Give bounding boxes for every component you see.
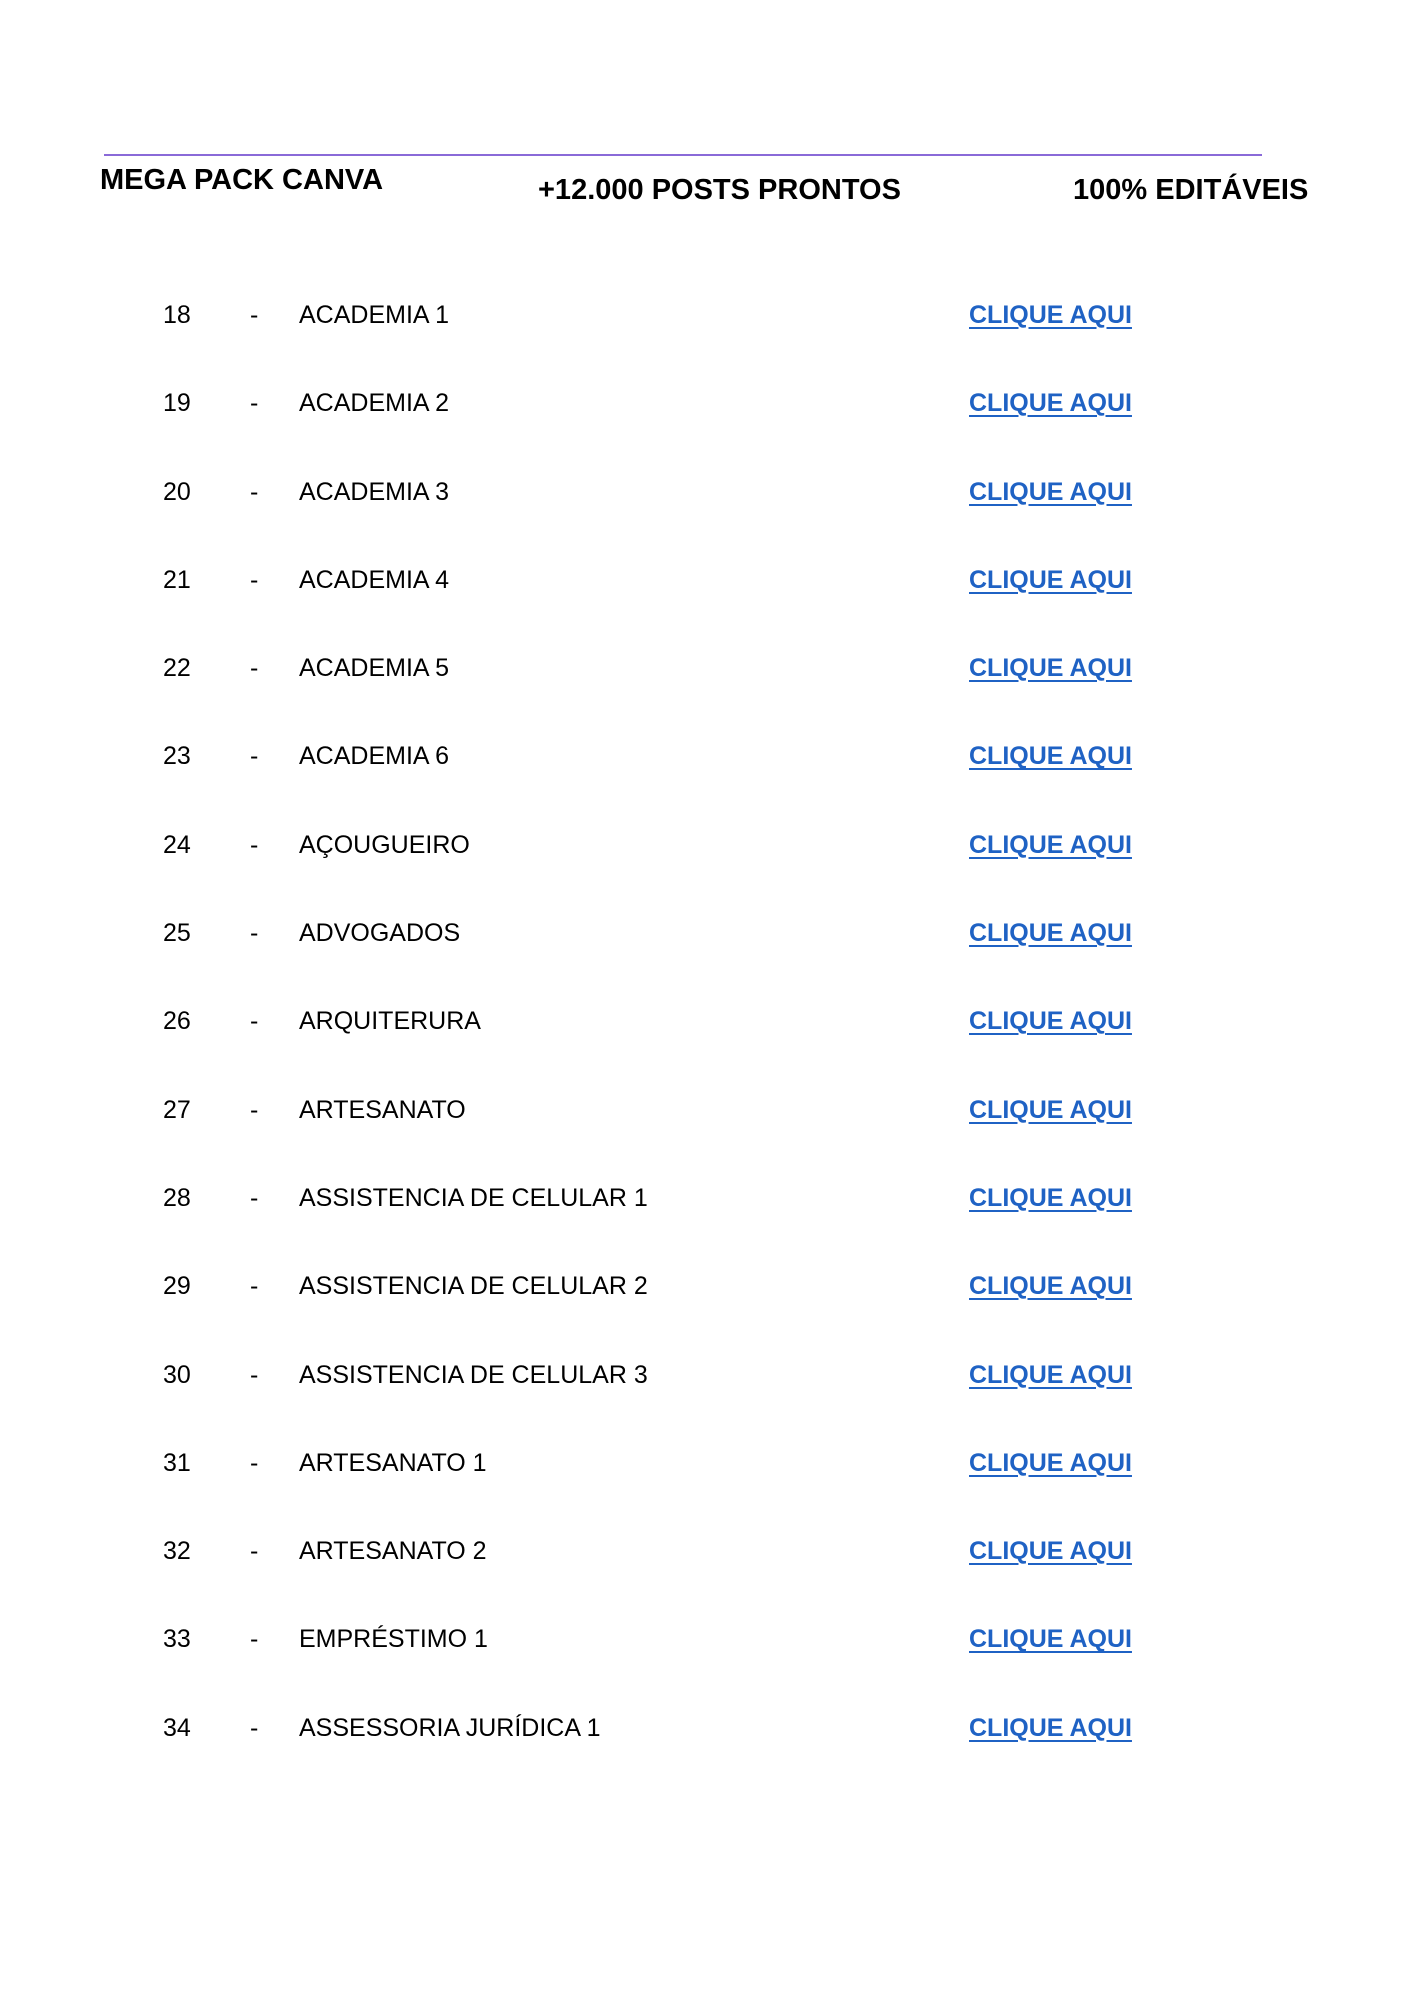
entry-number: 32 xyxy=(163,1537,191,1566)
entry-name: ARQUITERURA xyxy=(299,1007,481,1036)
entry-name: ASSESSORIA JURÍDICA 1 xyxy=(299,1713,601,1742)
entry-separator: - xyxy=(250,1360,259,1389)
entry-list xyxy=(0,295,1414,1796)
entry-number: 20 xyxy=(163,477,191,506)
entry-separator: - xyxy=(250,919,259,948)
list-item xyxy=(0,472,1414,560)
header-title-right: 100% EDITÁVEIS xyxy=(1073,174,1309,206)
entry-name: ASSISTENCIA DE CELULAR 1 xyxy=(299,1183,648,1212)
entry-name: ADVOGADOS xyxy=(299,919,461,948)
clique-aqui-link[interactable]: CLIQUE AQUI xyxy=(969,830,1132,859)
entry-number: 34 xyxy=(163,1713,191,1742)
entry-number: 25 xyxy=(163,919,191,948)
list-item xyxy=(0,1266,1414,1354)
clique-aqui-link[interactable]: CLIQUE AQUI xyxy=(969,919,1132,948)
header-divider xyxy=(104,154,1262,156)
entry-number: 31 xyxy=(163,1448,191,1477)
clique-aqui-link[interactable]: CLIQUE AQUI xyxy=(969,1095,1132,1124)
entry-separator: - xyxy=(250,1095,259,1124)
list-item xyxy=(0,1619,1414,1707)
entry-separator: - xyxy=(250,565,259,594)
list-item xyxy=(0,1178,1414,1266)
entry-name: ACADEMIA 4 xyxy=(299,565,450,594)
list-item xyxy=(0,1090,1414,1178)
entry-number: 24 xyxy=(163,830,191,859)
list-item xyxy=(0,648,1414,736)
entry-number: 30 xyxy=(163,1360,191,1389)
entry-separator: - xyxy=(250,1183,259,1212)
clique-aqui-link[interactable]: CLIQUE AQUI xyxy=(969,1007,1132,1036)
list-item xyxy=(0,383,1414,471)
entry-number: 26 xyxy=(163,1007,191,1036)
entry-name: ACADEMIA 2 xyxy=(299,389,450,418)
list-item xyxy=(0,1531,1414,1619)
entry-separator: - xyxy=(250,1448,259,1477)
clique-aqui-link[interactable]: CLIQUE AQUI xyxy=(969,1272,1132,1301)
list-item xyxy=(0,1708,1414,1796)
list-item xyxy=(0,295,1414,383)
list-item xyxy=(0,1001,1414,1089)
entry-number: 29 xyxy=(163,1272,191,1301)
entry-number: 28 xyxy=(163,1183,191,1212)
entry-number: 23 xyxy=(163,742,191,771)
entry-separator: - xyxy=(250,1007,259,1036)
clique-aqui-link[interactable]: CLIQUE AQUI xyxy=(969,389,1132,418)
clique-aqui-link[interactable]: CLIQUE AQUI xyxy=(969,301,1132,329)
clique-aqui-link[interactable]: CLIQUE AQUI xyxy=(969,1713,1132,1742)
entry-separator: - xyxy=(250,1537,259,1566)
entry-number: 33 xyxy=(163,1625,191,1654)
list-item xyxy=(0,736,1414,824)
entry-separator: - xyxy=(250,1713,259,1742)
entry-separator: - xyxy=(250,830,259,859)
entry-name: EMPRÉSTIMO 1 xyxy=(299,1625,488,1654)
entry-separator: - xyxy=(250,1272,259,1301)
list-item xyxy=(0,913,1414,1001)
list-item xyxy=(0,825,1414,913)
entry-name: ACADEMIA 3 xyxy=(299,477,450,506)
entry-separator: - xyxy=(250,1625,259,1654)
clique-aqui-link[interactable]: CLIQUE AQUI xyxy=(969,477,1132,506)
clique-aqui-link[interactable]: CLIQUE AQUI xyxy=(969,565,1132,594)
entry-separator: - xyxy=(250,654,259,683)
clique-aqui-link[interactable]: CLIQUE AQUI xyxy=(969,654,1132,683)
entry-name: ACADEMIA 5 xyxy=(299,654,450,683)
entry-number: 18 xyxy=(163,301,191,329)
entry-name: AÇOUGUEIRO xyxy=(299,830,470,859)
clique-aqui-link[interactable]: CLIQUE AQUI xyxy=(969,1360,1132,1389)
list-item xyxy=(0,560,1414,648)
list-item xyxy=(0,1355,1414,1443)
entry-name: ARTESANATO 2 xyxy=(299,1537,487,1566)
entry-name: ACADEMIA 6 xyxy=(299,742,450,771)
header-title-left: MEGA PACK CANVA xyxy=(100,164,384,196)
entry-name: ARTESANATO xyxy=(299,1095,466,1124)
entry-separator: - xyxy=(250,742,259,771)
entry-number: 19 xyxy=(163,389,191,418)
entry-name: ACADEMIA 1 xyxy=(299,301,450,329)
clique-aqui-link[interactable]: CLIQUE AQUI xyxy=(969,1183,1132,1212)
entry-separator: - xyxy=(250,389,259,418)
list-item xyxy=(0,1443,1414,1531)
entry-number: 27 xyxy=(163,1095,191,1124)
entry-separator: - xyxy=(250,477,259,506)
clique-aqui-link[interactable]: CLIQUE AQUI xyxy=(969,1625,1132,1654)
entry-name: ARTESANATO 1 xyxy=(299,1448,487,1477)
entry-number: 21 xyxy=(163,565,191,594)
entry-separator: - xyxy=(250,301,259,329)
clique-aqui-link[interactable]: CLIQUE AQUI xyxy=(969,742,1132,771)
entry-number: 22 xyxy=(163,654,191,683)
entry-name: ASSISTENCIA DE CELULAR 3 xyxy=(299,1360,648,1389)
clique-aqui-link[interactable]: CLIQUE AQUI xyxy=(969,1537,1132,1566)
header-title-middle: +12.000 POSTS PRONTOS xyxy=(538,174,901,206)
entry-name: ASSISTENCIA DE CELULAR 2 xyxy=(299,1272,648,1301)
clique-aqui-link[interactable]: CLIQUE AQUI xyxy=(969,1448,1132,1477)
